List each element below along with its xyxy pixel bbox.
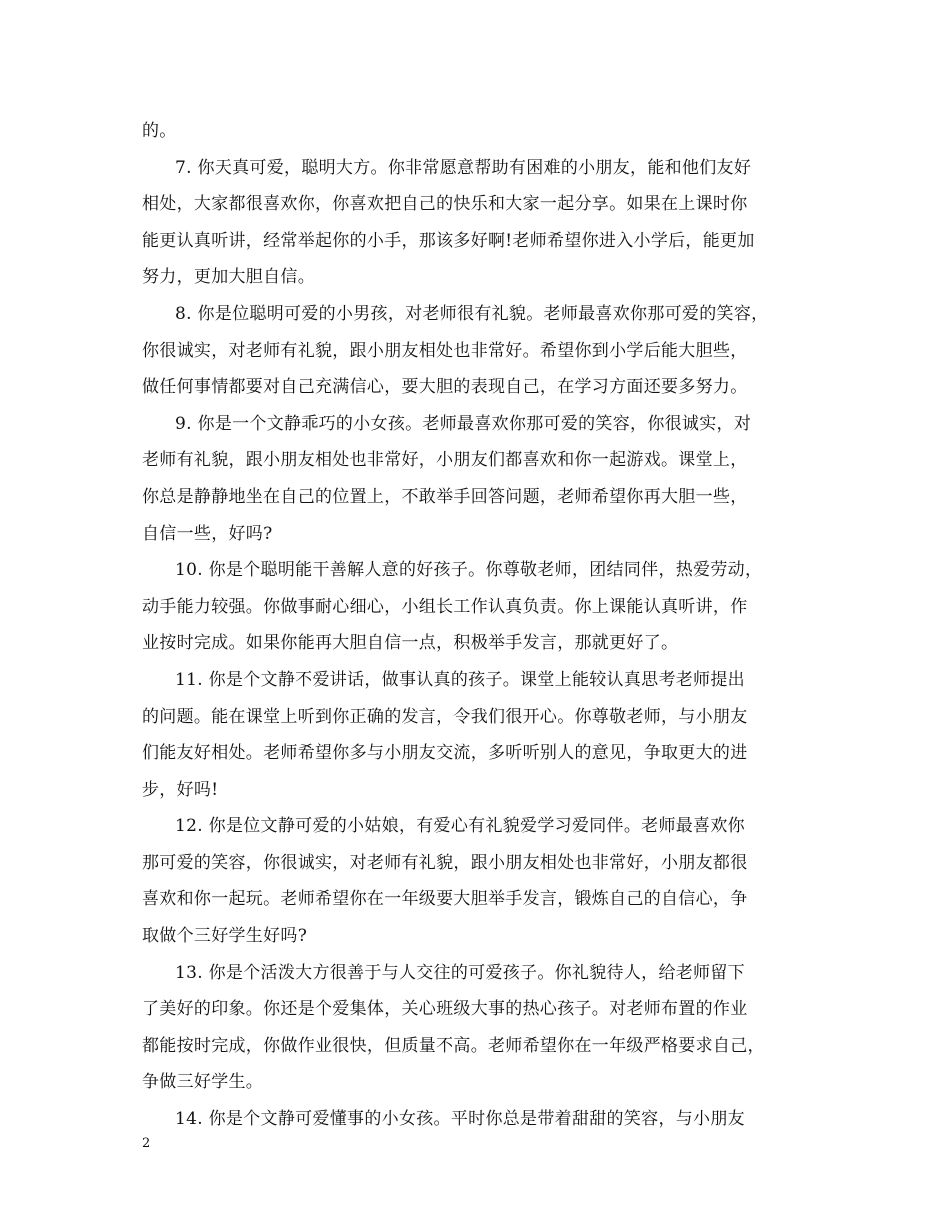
text-line: 相处，大家都很喜欢你，你喜欢把自己的快乐和大家一起分享。如果在上课时你 — [142, 194, 748, 215]
text-line: 动手能力较强。你做事耐心细心，小组长工作认真负责。你上课能认真听讲，作 — [142, 596, 748, 617]
text-line: 做任何事情都要对自己充满信心，要大胆的表现自己，在学习方面还要多努力。 — [142, 377, 748, 398]
text-line: 自信一些，好吗? — [142, 523, 273, 544]
text-line: 9. 你是一个文静乖巧的小女孩。老师最喜欢你那可爱的笑容，你很诚实，对 — [175, 413, 752, 434]
text-line: 12. 你是位文静可爱的小姑娘，有爱心有礼貌爱学习爱同伴。老师最喜欢你 — [175, 816, 745, 837]
text-line: 能更认真听讲，经常举起你的小手，那该多好啊!老师希望你进入小学后，能更加 — [142, 230, 755, 251]
text-line: 的问题。能在课堂上听到你正确的发言，令我们很开心。你尊敬老师，与小朋友 — [142, 706, 748, 727]
text-line: 你总是静静地坐在自己的位置上，不敢举手回答问题，老师希望你再大胆一些， — [142, 486, 748, 507]
text-line: 步，好吗! — [142, 779, 219, 800]
text-line: 的。 — [142, 121, 177, 141]
page-number: 2 — [142, 1136, 151, 1151]
text-line: 老师有礼貌，跟小朋友相处也非常好，小朋友们都喜欢和你一起游戏。课堂上， — [142, 450, 748, 471]
text-line: 你很诚实，对老师有礼貌，跟小朋友相处也非常好。希望你到小学后能大胆些， — [142, 340, 748, 361]
text-line: 7. 你天真可爱，聪明大方。你非常愿意帮助有困难的小朋友，能和他们友好 — [175, 157, 752, 178]
text-line: 那可爱的笑容，你很诚实，对老师有礼貌，跟小朋友相处也非常好，小朋友都很 — [142, 852, 748, 873]
text-line: 14. 你是个文静可爱懂事的小女孩。平时你总是带着甜甜的笑容，与小朋友 — [175, 1109, 745, 1130]
text-line: 11. 你是个文静不爱讲话，做事认真的孩子。课堂上能较认真思考老师提出 — [175, 669, 745, 690]
text-line: 喜欢和你一起玩。老师希望你在一年级要大胆举手发言，锻炼自己的自信心，争 — [142, 889, 748, 910]
text-line: 都能按时完成，你做作业很快，但质量不高。老师希望你在一年级严格要求自己， — [142, 1035, 765, 1056]
text-line: 业按时完成。如果你能再大胆自信一点，积极举手发言，那就更好了。 — [142, 633, 679, 654]
body-text — [142, 113, 814, 1138]
text-line: 8. 你是位聪明可爱的小男孩，对老师很有礼貌。老师最喜欢你那可爱的笑容， — [175, 303, 769, 324]
text-line: 努力，更加大胆自信。 — [142, 267, 315, 288]
text-line: 们能友好相处。老师希望你多与小朋友交流，多听听别人的意见，争取更大的进 — [142, 743, 748, 764]
text-line: 争做三好学生。 — [142, 1072, 264, 1093]
text-line: 10. 你是个聪明能干善解人意的好孩子。你尊敬老师，团结同伴，热爱劳动， — [175, 560, 763, 581]
text-line: 取做个三好学生好吗? — [142, 926, 308, 947]
text-line: 13. 你是个活泼大方很善于与人交往的可爱孩子。你礼貌待人，给老师留下 — [175, 962, 745, 983]
text-line: 了美好的印象。你还是个爱集体，关心班级大事的热心孩子。对老师布置的作业 — [142, 999, 748, 1020]
